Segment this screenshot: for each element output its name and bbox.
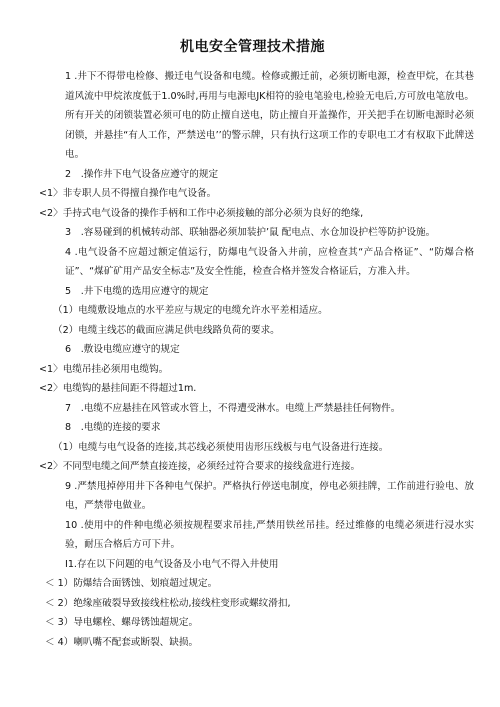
paragraph: <2〉手持式电气设备的操作手柄和工作中必须接触的部分必须为良好的绝缘, bbox=[39, 207, 364, 219]
document-body bbox=[31, 67, 474, 652]
paragraph: 8 .电缆的连接的要求 bbox=[65, 422, 161, 433]
paragraph: ＜ 2）绝缘座破裂导致接线柱松动,接线柱变形或螺纹滑扣, bbox=[45, 597, 291, 609]
document-title: 机电安全管理技术措施 bbox=[180, 39, 325, 55]
paragraph: 4 .电气设备不应超过额定值运行，防爆电气设备入井前，应检查其“产品合格证”、“防爆合格证”、“煤矿矿用产品安全标志”及安全性能，检查合格并签发合格证后，方准入井。 bbox=[65, 246, 474, 277]
paragraph: 6 .敷设电缆应遵守的规定 bbox=[65, 344, 180, 355]
paragraph: （1）电缆敷设地点的水平差应与规定的电缆允许水平差相适应。 bbox=[53, 305, 328, 316]
paragraph: <2〉不同型电缆之间严禁直接连接，必须经过符合要求的接线盒进行连接。 bbox=[39, 461, 361, 472]
paragraph: ＜ 1）防爆结合面锈蚀、划痕超过规定。 bbox=[45, 578, 218, 589]
paragraph: I1.存在以下问题的电气设备及小电气不得入井使用 bbox=[65, 558, 279, 570]
paragraph: <1〉电缆吊挂必须用电缆钩。 bbox=[39, 363, 169, 375]
paragraph: 2 .操作井下电气设备应遵守的规定 bbox=[65, 168, 219, 180]
paragraph: （1）电缆与电气设备的连接,其芯线必须使用齿形压线板与电气设备进行连接。 bbox=[53, 441, 389, 453]
paragraph: <2〉电缆钩的悬挂间距不得超过1m. bbox=[39, 383, 197, 394]
paragraph: （2）电缆主线芯的截面应满足供电线路负荷的要求。 bbox=[53, 324, 280, 336]
paragraph: 7 .电缆不应悬挂在风管或水管上，不得遭受淋水。电缆上严禁悬挂任何物件。 bbox=[65, 402, 401, 414]
paragraph: 10 .使用中的件种电缆必须按规程要求吊挂,严禁用铁丝吊挂。经过维修的电缆必须进行浸水实验，耐压合格后方可下井。 bbox=[65, 519, 474, 550]
paragraph: ＜ 4）喇叭嘴不配套或断裂、缺损。 bbox=[45, 636, 199, 648]
paragraph: 1 .井下不得带电检修、搬迁电气设备和电缆。检修或搬迁前，必须切断电源，检查甲烷，在其巷道风流中甲烷浓度低于1.0%时,再用与电源电JK相符的验电笔验电,检验无电后,方可放电笔放电。所有开关的闭锁装置必须可电的防止擅自送电，防止擅自开盖操作，开关把手在切断电源时必须闭锁，并悬挂“有人工作，严禁送电’’的警示牌，只有执行这项工作的专职电工才有权取下此牌送电。 bbox=[65, 71, 474, 160]
paragraph: ＜ 3）导电螺栓、螺母锈蚀超规定。 bbox=[45, 617, 199, 628]
paragraph: 5 .井下电缆的选用应遵守的规定 bbox=[65, 285, 209, 297]
paragraph: 3 .容易碰到的机械转动部、联轴器必须加装护’鼠 配电点、水仓加设护栏等防护设施。 bbox=[65, 227, 436, 238]
paragraph: <1〉非专职人员不得擅自操作电气设备。 bbox=[39, 188, 217, 199]
paragraph: 9 .严禁甩掉停用井下各种电气保护。严格执行停送电制度，停电必须挂牌，工作前进行验电、放电，严禁带电做业。 bbox=[65, 480, 474, 511]
